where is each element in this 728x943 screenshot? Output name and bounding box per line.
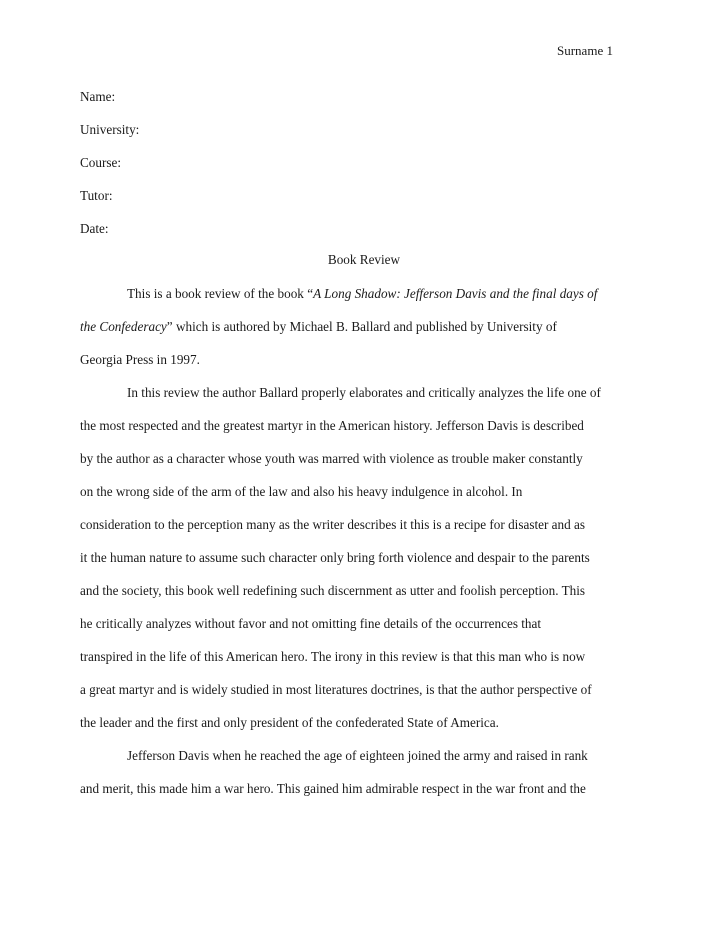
paragraph-line [80, 319, 557, 335]
paragraph-line: on the wrong side of the arm of the law and also his heavy indulgence in alcohol. In [80, 484, 523, 499]
university-label: University: [80, 122, 140, 137]
date-label: Date: [80, 221, 109, 236]
text-run: This is a book review of the book “ [127, 286, 314, 301]
paragraph-line: Jefferson Davis when he reached the age of eighteen joined the army and raised in rank [127, 748, 588, 763]
name-label: Name: [80, 89, 116, 104]
text-run: ” which is authored by Michael B. Ballard and published by University of [166, 319, 557, 334]
text-run: Georgia Press in 1997. [80, 352, 200, 367]
paragraph-line: by the author as a character whose youth was marred with violence as trouble maker constantly [80, 451, 583, 466]
paragraph-line: consideration to the perception many as the writer describes it this is a recipe for disaster and as [80, 517, 585, 532]
book-title-italic: A Long Shadow: Jefferson Davis and the final days of [313, 286, 598, 301]
running-head: Surname 1 [557, 43, 613, 58]
paragraph-line: and merit, this made him a war hero. This gained him admirable respect in the war front and the [80, 781, 586, 796]
document-title: Book Review [327, 252, 401, 267]
paragraph-line: In this review the author Ballard properly elaborates and critically analyzes the life one of [127, 385, 601, 400]
paragraph-line: he critically analyzes without favor and not omitting fine details of the occurrences that [80, 616, 542, 631]
paragraph-line: the leader and the first and only president of the confederated State of America. [80, 715, 499, 730]
course-label: Course: [80, 155, 122, 170]
paragraph-line: it the human nature to assume such character only bring forth violence and despair to the parents [80, 550, 590, 565]
paragraph-line: the most respected and the greatest martyr in the American history. Jefferson Davis is described [80, 418, 584, 433]
paragraph-line [127, 286, 597, 302]
paragraph-line: transpired in the life of this American hero. The irony in this review is that this man who is now [80, 649, 586, 664]
paragraph-line: a great martyr and is widely studied in most literatures doctrines, is that the author perspective of [80, 682, 592, 697]
paragraph-line [80, 352, 200, 368]
book-title-italic: the Confederacy [80, 319, 167, 334]
paragraph-line: and the society, this book well redefining such discernment as utter and foolish perception. This [80, 583, 586, 598]
tutor-label: Tutor: [80, 188, 113, 203]
